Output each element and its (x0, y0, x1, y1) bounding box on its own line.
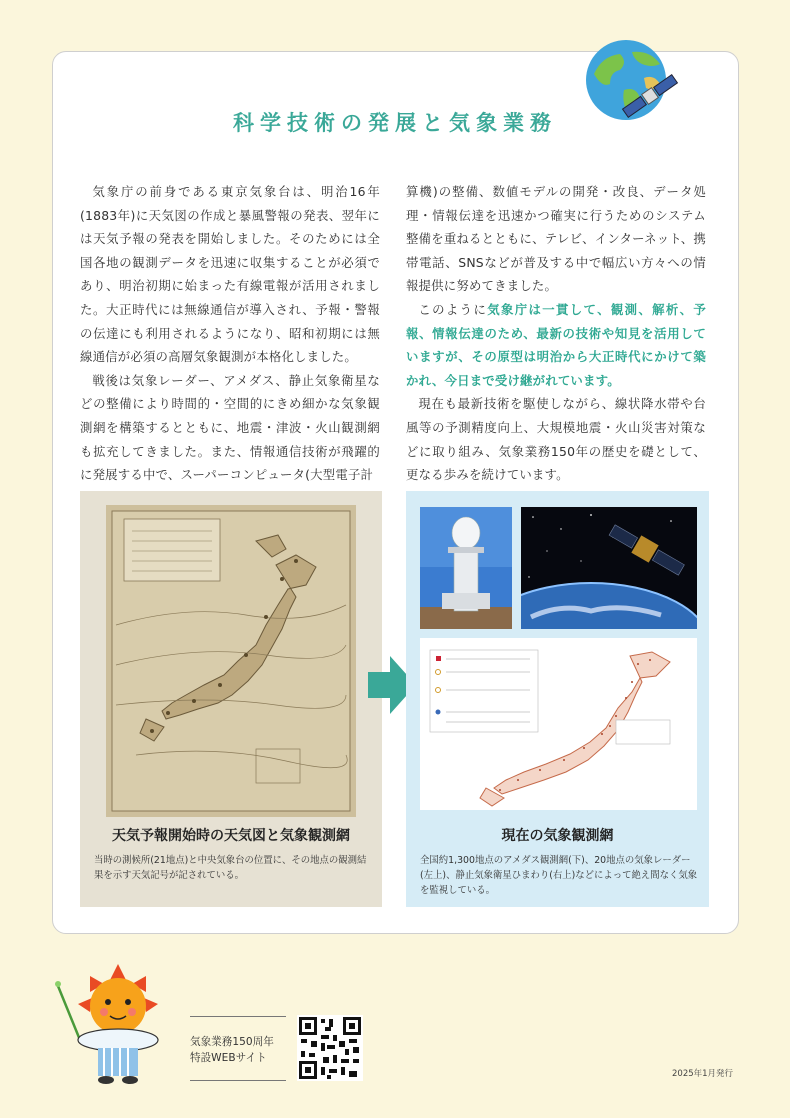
highlight-prefix: このように (418, 301, 488, 317)
amedas-network-map-image (420, 638, 697, 810)
body-paragraph: 算機)の整備、数値モデルの開発・改良、データ処理・情報伝達を迅速かつ確実に行うためのシステム整備を重ねるとともに、テレビ、インターネット、携帯電話、SNSなどが普及する中で幅広い方々への情報提供に努めてきました。 (406, 184, 706, 294)
weather-radar-tower-photo (420, 507, 512, 629)
caption-title: 天気予報開始時の天気図と気象観測網 (112, 828, 350, 844)
body-right-column (406, 180, 706, 487)
caption-text: 当時の測候所(21地点)と中央気象台の位置に、その地点の観測結果を示す天気記号が記されている。 (94, 855, 367, 881)
body-paragraph: 気象庁の前身である東京気象台は、明治16年(1883年)に天気図の作成と暴風警報の発表、翌年には天気予報の発表を開始しました。そのためには全国各地の観測データを迅速に収集することが必須であり、明治初期に始まった有線電報が活用されました。大正時代には無線通信が導入され、予報・警報の伝達にも利用されるようになり、昭和初期には無線通信が必須の高層気象観測が本格化しました。 (80, 184, 380, 365)
historical-panel (80, 491, 382, 907)
website-label-line: 気象業務150周年 (190, 1036, 274, 1048)
highlight-text: 気象庁は一貫して、観測、解析、予報、情報伝達のため、最新の技術や知見を活用していますが、その原型は明治から大正時代にかけて築かれ、今日まで受け継がれています。 (406, 301, 707, 388)
caption-title: 現在の気象観測網 (501, 828, 614, 844)
caption-text: 全国約1,300地点のアメダス観測網(下)、20地点の気象レーダー(左上)、静止気象衛星ひまわり(右上)などによって絶え間なく気象を監視している。 (420, 855, 698, 896)
page-title: 科学技術の発展と気象業務 (233, 111, 557, 135)
historical-weather-map-image (106, 505, 356, 817)
website-label (190, 1034, 274, 1066)
himawari-satellite-photo (521, 507, 697, 629)
qr-code-icon[interactable] (297, 1015, 363, 1081)
body-paragraph-highlight (406, 298, 706, 392)
footer-divider (190, 1016, 286, 1017)
body-paragraph: 現在も最新技術を駆使しながら、線状降水帯や台風等の予測精度向上、大規模地震・火山災害対策などに取り組み、気象業務150年の歴史を礎として、更なる歩みを続けています。 (406, 396, 706, 483)
modern-panel (406, 491, 709, 907)
issue-date: 2025年1月発行 (672, 1069, 734, 1079)
body-paragraph: 戦後は気象レーダー、アメダス、静止気象衛星などの整備により時間的・空間的にきめ細かな気象観測網を構築するとともに、地震・津波・火山観測網も拡充してきました。また、情報通信技術が飛躍的に発展する中で、スーパーコンピュータ(大型電子計 (80, 372, 380, 483)
sun-mascot-icon (50, 960, 180, 1090)
body-left-column (80, 180, 380, 487)
footer-divider (190, 1080, 286, 1081)
website-label-line: 特設WEBサイト (190, 1052, 267, 1064)
